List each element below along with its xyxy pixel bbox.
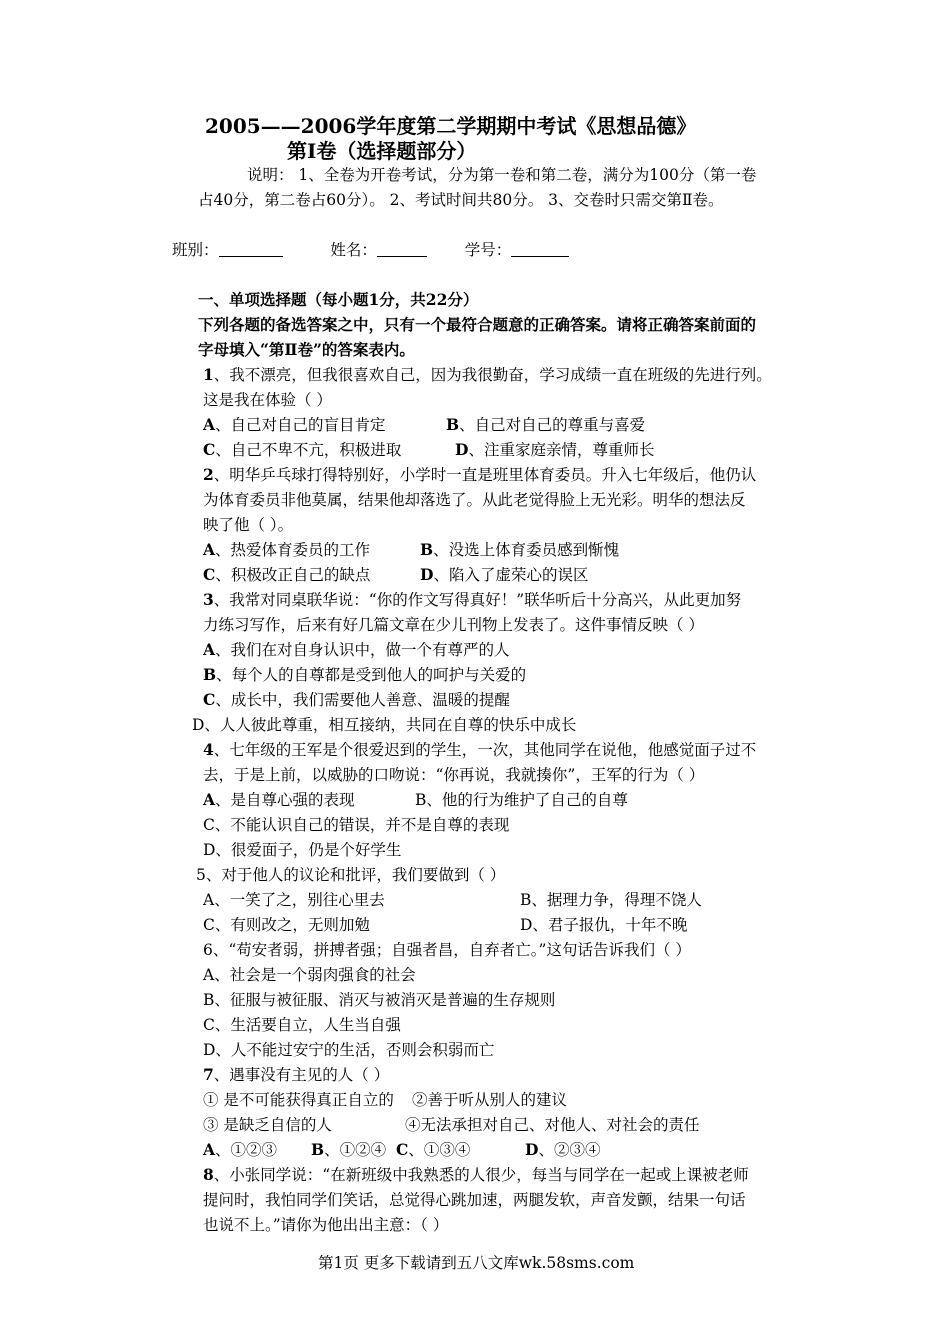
q1-option-c: C、自己不卑不亢，积极进取 bbox=[203, 440, 402, 459]
q3-number: 3 bbox=[203, 590, 214, 609]
q5-option-c: C、有则改之，无则加勉 bbox=[203, 916, 370, 934]
q3-option-d: D、人人彼此尊重，相互接纳，共同在自尊的快乐中成长 bbox=[192, 716, 577, 734]
q4-option-a: A、是自尊心强的表现 bbox=[203, 790, 355, 809]
student-info-row bbox=[172, 240, 569, 260]
q1-option-b: B、自己对自己的尊重与喜爱 bbox=[446, 415, 646, 434]
q3-option-b: B、每个人的自尊都是受到他人的呵护与关爱的 bbox=[203, 665, 527, 684]
page-footer: 第1页 更多下载请到五八文库wk.58sms.com bbox=[318, 1254, 635, 1272]
q6-option-c: C、生活要自立，人生当自强 bbox=[203, 1016, 401, 1034]
q7-statement-3: ③ 是缺乏自信的人 bbox=[203, 1116, 332, 1134]
q3-option-c: C、成长中，我们需要他人善意、温暖的提醒 bbox=[203, 690, 510, 709]
q3-option-a: A、我们在对自身认识中，做一个有尊严的人 bbox=[203, 640, 510, 659]
q6-option-d: D、人不能过安宁的生活，否则会积弱而亡 bbox=[203, 1041, 495, 1059]
q5-option-d: D、君子报仇，十年不晚 bbox=[520, 916, 688, 934]
q2-stem-line-3: 映了他（ ）。 bbox=[203, 516, 294, 534]
name-blank[interactable] bbox=[377, 240, 427, 257]
q4-option-b: B、他的行为维护了自己的自尊 bbox=[415, 791, 628, 809]
section-instruction-1: 下列各题的备选答案之中，只有一个最符合题意的正确答案。请将正确答案前面的 bbox=[198, 315, 757, 334]
q7-number: 7 bbox=[203, 1065, 214, 1084]
q1-number: 1 bbox=[203, 365, 214, 384]
instructions-line-2: 占40分，第二卷占60分）。 2、考试时间共80分。 3、交卷时只需交第Ⅱ卷。 bbox=[198, 191, 724, 209]
q2-number: 2 bbox=[203, 465, 214, 484]
q2-option-b: B、没选上体育委员感到惭愧 bbox=[420, 540, 620, 559]
student-id-blank[interactable] bbox=[511, 240, 569, 257]
q4-option-d: D、很爱面子，仍是个好学生 bbox=[203, 841, 402, 859]
q2-option-a: A、热爱体育委员的工作 bbox=[203, 540, 371, 559]
q7-option-d: D、②③④ bbox=[525, 1140, 601, 1159]
q5-stem: 5、对于他人的议论和批评，我们要做到（ ） bbox=[196, 866, 506, 884]
q1-stem-line-1: 1、我不漂亮，但我很喜欢自己，因为我很勤奋，学习成绩一直在班级的先进行列。 bbox=[203, 365, 772, 384]
q8-number: 8 bbox=[203, 1165, 214, 1184]
q5-option-a: A、一笑了之，别往心里去 bbox=[203, 891, 385, 909]
q7-statement-1: ① 是不可能获得真正自立的 bbox=[203, 1091, 394, 1109]
q7-statement-2: ②善于听从别人的建议 bbox=[412, 1091, 568, 1109]
q1-option-a: A、自己对自己的盲目肯定 bbox=[203, 415, 386, 434]
q7-option-b: B、①②④ bbox=[311, 1140, 387, 1159]
q2-option-c: C、积极改正自己的缺点 bbox=[203, 565, 371, 584]
q5-option-b: B、据理力争，得理不饶人 bbox=[520, 891, 702, 909]
q7-stem: 7、遇事没有主见的人（ ） bbox=[203, 1065, 390, 1084]
q3-stem-line-2: 力练习写作，后来有好几篇文章在少儿刊物上发表了。这件事情反映（ ） bbox=[203, 616, 704, 634]
q4-stem-line-2: 去，于是上前，以威胁的口吻说：“你再说，我就揍你”，王军的行为（ ） bbox=[203, 766, 705, 784]
section-heading: 一、单项选择题（每小题1分，共22分） bbox=[198, 290, 479, 309]
q6-stem: 6、“苟安者弱，拼搏者强；自强者昌，自弃者亡。”这句话告诉我们（ ） bbox=[203, 941, 691, 959]
name-label: 姓名： bbox=[330, 241, 377, 259]
q7-option-a: A、①②③ bbox=[203, 1140, 278, 1159]
q2-stem-line-1: 2、明华乒乓球打得特别好，小学时一直是班里体育委员。升入七年级后，他仍认 bbox=[203, 465, 757, 484]
q7-option-c: C、①③④ bbox=[396, 1140, 471, 1159]
q6-option-a: A、社会是一个弱肉强食的社会 bbox=[203, 966, 416, 984]
exam-subtitle: 第Ⅰ卷（选择题部分） bbox=[287, 139, 477, 163]
q2-option-d: D、陷入了虚荣心的误区 bbox=[420, 565, 589, 584]
q8-stem-line-2: 提问时，我怕同学们笑话，总觉得心跳加速，两腿发软，声音发颤，结果一句话 bbox=[203, 1191, 746, 1209]
q4-stem-line-1: 4、七年级的王军是个很爱迟到的学生，一次，其他同学在说他，他感觉面子过不 bbox=[203, 740, 757, 759]
q8-stem-line-3: 也说不上。”请你为他出出主意：（ ） bbox=[203, 1216, 449, 1234]
exam-title: 2005——2006学年度第二学期期中考试《思想品德》 bbox=[205, 114, 697, 138]
instructions-line-1: 说明： 1、全卷为开卷考试，分为第一卷和第二卷，满分为100分（第一卷 bbox=[247, 166, 757, 184]
q7-statement-4: ④无法承担对自己、对他人、对社会的责任 bbox=[405, 1116, 700, 1134]
q1-stem-line-2: 这是我在体验（ ） bbox=[203, 391, 332, 409]
student-id-label: 学号： bbox=[464, 241, 512, 259]
class-label: 班别： bbox=[172, 241, 219, 259]
q4-option-c: C、不能认识自己的错误，并不是自尊的表现 bbox=[203, 816, 510, 834]
q3-stem-line-1: 3、我常对同桌联华说：“你的作文写得真好！”联华听后十分高兴，从此更加努 bbox=[203, 590, 742, 609]
q6-option-b: B、征服与被征服、消灭与被消灭是普遍的生存规则 bbox=[203, 991, 556, 1009]
q8-stem-line-1: 8、小张同学说：“在新班级中我熟悉的人很少，每当与同学在一起或上课被老师 bbox=[203, 1165, 749, 1184]
q1-option-d: D、注重家庭亲情，尊重师长 bbox=[455, 440, 655, 459]
section-instruction-2: 字母填入“第Ⅱ卷”的答案表内。 bbox=[198, 340, 415, 359]
class-blank[interactable] bbox=[219, 240, 283, 257]
q2-stem-line-2: 为体育委员非他莫属，结果他却落选了。从此老觉得脸上无光彩。明华的想法反 bbox=[203, 491, 746, 509]
q4-number: 4 bbox=[203, 740, 214, 759]
